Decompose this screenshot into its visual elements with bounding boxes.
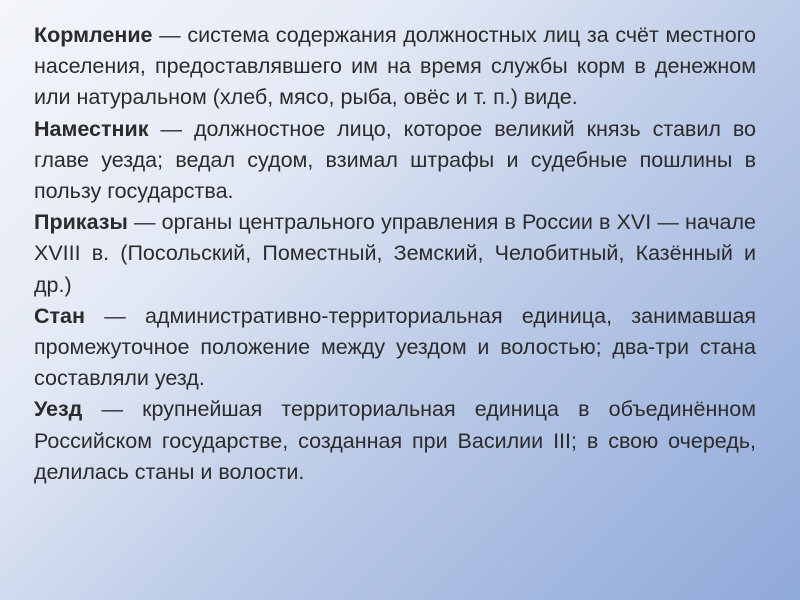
term-definition: — крупнейшая территориальная единица в объединённом Российском государстве, созданная при Василии III; в свою очередь, делилась станы и волости.: [34, 397, 756, 484]
term-name: Наместник: [34, 116, 149, 141]
term-stan: [34, 301, 756, 395]
term-namestnik: [34, 114, 756, 208]
term-name: Уезд: [34, 397, 83, 422]
term-uezd: [34, 394, 756, 488]
term-prikazy: [34, 207, 756, 301]
glossary-text: [34, 20, 756, 488]
term-name: Стан: [34, 303, 85, 328]
term-name: Приказы: [34, 210, 128, 235]
term-definition: — административно-территориальная единица, занимавшая промежуточное положение между уездом и волостью; два-три стана составляли уезд.: [34, 303, 756, 391]
term-definition: — должностное лицо, которое великий князь ставил во главе уезда; ведал судом, взимал штрафы и судебные пошлины в пользу государства.: [34, 116, 756, 204]
term-definition: — органы центрального управления в России в XVI — начале XVIII в. (Посольский, Поместный, Земский, Челобитный, Казённый и др.): [34, 210, 756, 297]
term-name: Кормление: [34, 23, 153, 47]
term-definition: — система содержания должностных лиц за счёт местного населения, предоставлявшего им на время службы корм в денежном или натуральном (хлеб, мясо, рыба, овёс и т. п.) виде.: [34, 23, 756, 110]
term-kormlenie: [34, 20, 756, 114]
